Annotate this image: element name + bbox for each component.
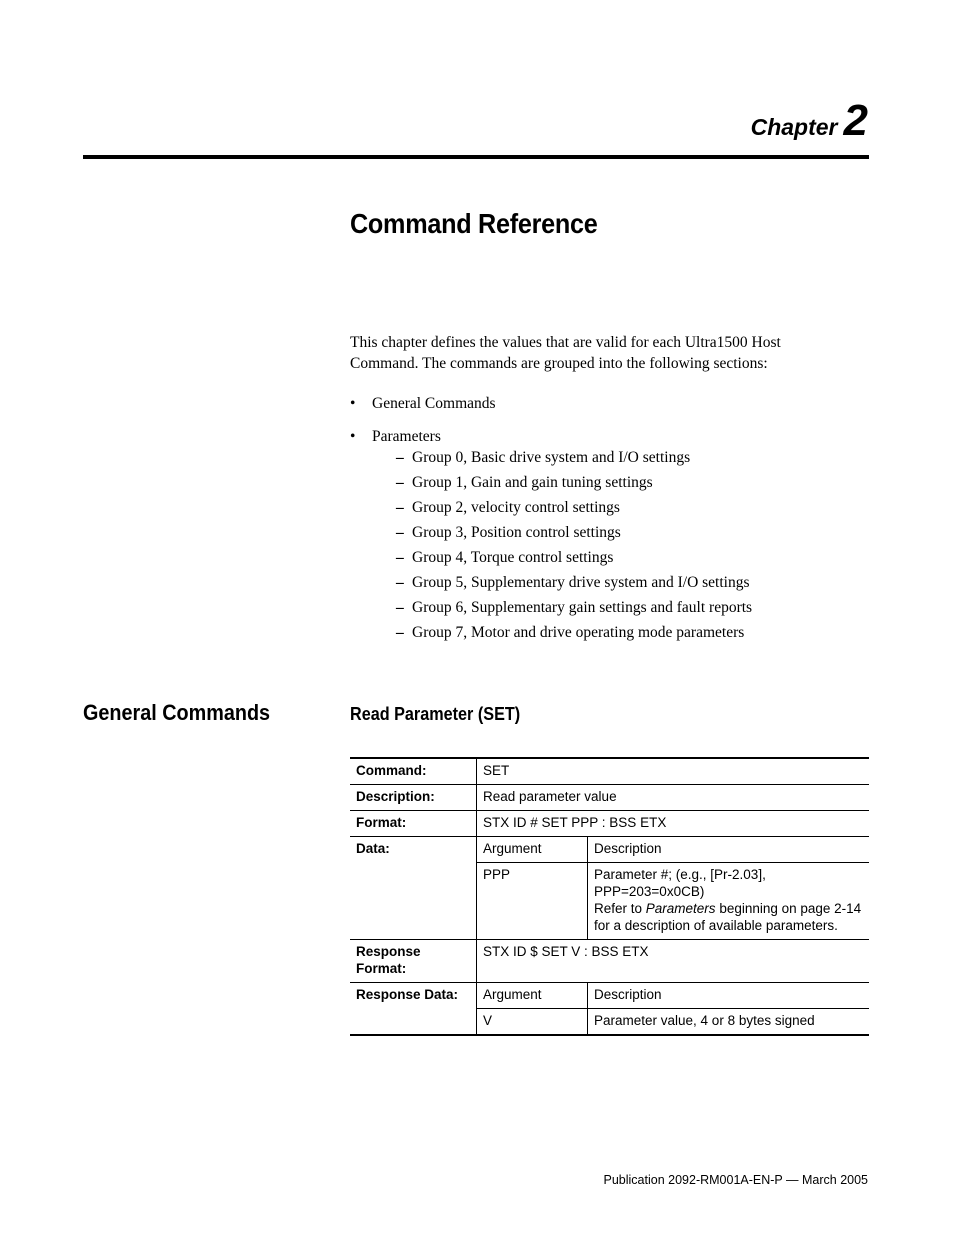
description-cell xyxy=(588,863,870,940)
chapter-heading xyxy=(751,96,868,146)
sub-list-item-label: Group 2, velocity control settings xyxy=(412,499,620,516)
dash-icon: – xyxy=(396,599,404,616)
page-title: Command Reference xyxy=(350,208,598,239)
sub-list-item xyxy=(350,597,870,622)
list-item-label: General Commands xyxy=(372,395,496,412)
sub-list-item xyxy=(350,447,870,472)
row-value: Read parameter value xyxy=(477,785,870,811)
list-item xyxy=(350,393,870,414)
sub-list-item-label: Group 1, Gain and gain tuning settings xyxy=(412,474,653,491)
argument-cell: V xyxy=(477,1009,588,1036)
chapter-label: Chapter xyxy=(750,114,838,140)
table-row xyxy=(350,837,869,863)
bullet-icon: • xyxy=(350,428,356,445)
dash-icon: – xyxy=(396,474,404,491)
description-text: Refer to xyxy=(594,901,646,916)
list-item-label: Parameters xyxy=(372,428,441,445)
description-emphasis: Parameters xyxy=(645,901,716,916)
section-heading: General Commands xyxy=(83,700,271,725)
argument-cell: PPP xyxy=(477,863,588,940)
row-label: Response Format: xyxy=(350,940,477,983)
sub-list-item xyxy=(350,497,870,522)
chapter-number: 2 xyxy=(843,96,868,145)
dash-icon: – xyxy=(396,574,404,591)
row-value: STX ID $ SET V : BSS ETX xyxy=(477,940,870,983)
sub-list-item xyxy=(350,622,870,647)
dash-icon: – xyxy=(396,499,404,516)
description-cell: Parameter value, 4 or 8 bytes signed xyxy=(588,1009,870,1036)
table-row xyxy=(350,983,869,1009)
dash-icon: – xyxy=(396,624,404,641)
sub-list-item-label: Group 6, Supplementary gain settings and fault reports xyxy=(412,599,753,616)
sub-list-item-label: Group 3, Position control settings xyxy=(412,524,621,541)
sub-list-item-label: Group 5, Supplementary drive system and I/O settings xyxy=(412,574,750,591)
sub-list-item xyxy=(350,572,870,597)
row-value: STX ID # SET PPP : BSS ETX xyxy=(477,811,870,837)
table-row xyxy=(350,811,869,837)
dash-icon: – xyxy=(396,549,404,566)
description-text: Parameter #; (e.g., [Pr-2.03], PPP=203=0x0CB) xyxy=(594,867,766,899)
sub-list-item-label: Group 4, Torque control settings xyxy=(412,549,614,566)
publication-footer: Publication 2092-RM001A-EN-P — March 2005 xyxy=(603,1173,868,1187)
sub-list-item-label: Group 7, Motor and drive operating mode parameters xyxy=(412,624,745,641)
sub-list-item xyxy=(350,472,870,497)
column-header: Argument xyxy=(477,837,588,863)
row-value: SET xyxy=(483,763,510,778)
sub-list-item xyxy=(350,522,870,547)
subsection-heading: Read Parameter (SET) xyxy=(350,704,521,724)
list-item xyxy=(350,426,870,447)
bullet-icon: • xyxy=(350,395,356,412)
row-label: Format: xyxy=(350,811,477,837)
table-row xyxy=(350,785,869,811)
column-header: Description xyxy=(588,837,870,863)
dash-icon: – xyxy=(396,449,404,466)
row-label: Command: xyxy=(350,758,477,785)
description-text: beginning on page 2-14 for a description of available parameters. xyxy=(594,901,862,933)
column-header: Argument xyxy=(477,983,588,1009)
column-header: Description xyxy=(588,983,870,1009)
command-table xyxy=(350,757,869,1036)
dash-icon: – xyxy=(396,524,404,541)
section-list xyxy=(350,393,870,647)
row-label: Data: xyxy=(350,837,477,940)
row-label: Description: xyxy=(350,785,477,811)
row-label: Response Data: xyxy=(350,983,477,1036)
table-row xyxy=(350,940,869,983)
chapter-divider xyxy=(83,155,869,159)
table-row xyxy=(350,758,869,785)
sub-list-item xyxy=(350,547,870,572)
sub-list-item-label: Group 0, Basic drive system and I/O settings xyxy=(412,449,691,466)
intro-paragraph: This chapter defines the values that are valid for each Ultra1500 Host Command. The commands are grouped into the following sections: xyxy=(350,334,781,372)
